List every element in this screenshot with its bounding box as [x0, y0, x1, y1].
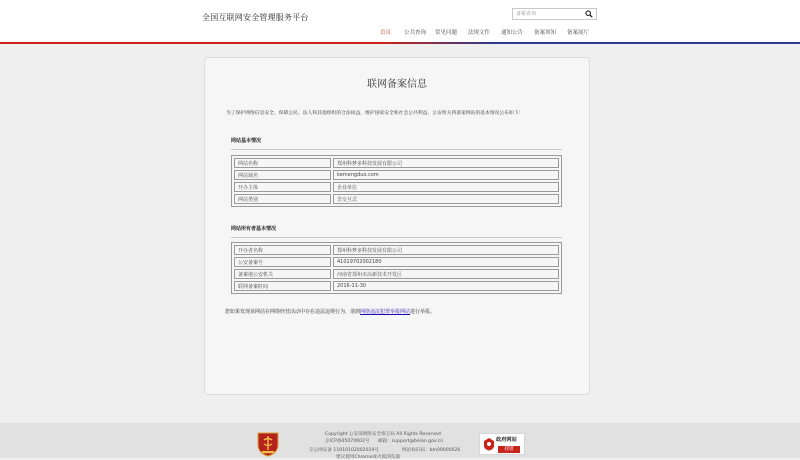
table-key: 备案地公安机关: [234, 269, 331, 279]
gov-badge-title: 政府网站: [496, 437, 517, 443]
site-title[interactable]: 全国互联网安全管理服务平台: [202, 13, 309, 22]
site-section-heading: 网站基本情况: [231, 138, 262, 144]
record-panel: [204, 57, 590, 395]
report-link[interactable]: 网络违法犯罪举报网站: [360, 309, 411, 315]
search-box: [512, 8, 597, 20]
table-value: 2016-11-30: [333, 281, 559, 291]
footer-icp[interactable]: 京ICP备05070602号: [325, 439, 370, 444]
nav-filing-guide[interactable]: 备案须知: [534, 30, 557, 36]
owner-info-table: [231, 242, 562, 294]
table-row: [234, 245, 559, 255]
table-row: [234, 182, 559, 192]
gov-emblem-icon: [483, 437, 495, 451]
gov-badge-action: 找错: [498, 446, 520, 453]
table-row: [234, 281, 559, 291]
gov-error-report-badge[interactable]: [479, 433, 525, 455]
nav-color-bar: [0, 42, 800, 44]
nav-home[interactable]: 首页: [380, 30, 392, 36]
nav-notices[interactable]: 通知公告: [501, 30, 524, 36]
table-value: 郑州科梦多科技发展有限公司: [333, 158, 559, 168]
table-row: [234, 158, 559, 168]
site-info-table: [231, 155, 562, 207]
nav-regulations[interactable]: 法规文件: [468, 30, 491, 36]
search-input[interactable]: [513, 9, 586, 19]
table-key: 公安备案号: [234, 257, 331, 267]
footer-browser-tip: 建议使用Chrome或火狐浏览器: [336, 455, 400, 460]
table-value: 河南省郑州市高新技术开发区: [333, 269, 559, 279]
table-key: 网站域名: [234, 170, 331, 180]
table-value: 41019702002180: [333, 257, 559, 267]
nav-public-query[interactable]: 公共查询: [404, 30, 427, 36]
notice-prefix: 您如果发现该网站在网络经营活动中存在违法违规行为，请到: [225, 309, 361, 315]
footer: [0, 423, 800, 458]
nav-filing-gallery[interactable]: 备案展厅: [567, 30, 590, 36]
table-value: 非交互式: [333, 194, 559, 204]
table-row: [234, 269, 559, 279]
nav-faq[interactable]: 常见问题: [435, 30, 458, 36]
owner-section-heading: 网站所有者基本情况: [231, 226, 277, 232]
footer-email[interactable]: 邮箱：support@beian.gov.cn: [378, 439, 444, 444]
table-value: 郑州科梦多科技发展有限公司: [333, 245, 559, 255]
page-title: 联网备案信息: [367, 79, 427, 90]
table-row: [234, 257, 559, 267]
footer-site-code: 网站标识码：bm09000026: [402, 448, 461, 453]
footer-copyright: Copyright 公安部网络安全保卫局 All Rights Reserved: [325, 432, 441, 437]
table-key: 网站名称: [234, 158, 331, 168]
divider: [231, 149, 562, 150]
table-key: 联网备案时间: [234, 281, 331, 291]
table-value: kemengduo.com: [333, 170, 559, 180]
footer-police-record[interactable]: 京公网安备 11010102002019号: [309, 448, 379, 453]
search-icon[interactable]: [585, 10, 593, 18]
police-emblem-icon: [256, 431, 280, 457]
notice-suffix: 进行举报。: [410, 309, 436, 315]
table-key: 开办者名称: [234, 245, 331, 255]
report-notice: [225, 308, 435, 315]
table-row: [234, 194, 559, 204]
table-value: 企业单位: [333, 182, 559, 192]
header: [0, 0, 800, 42]
intro-text: 为了保护网络信息安全、保障公民、法人和其他组织的合法权益，维护国家安全和社会公共利益，公安机关将备案网站的基本情况公布如下：: [226, 111, 524, 116]
table-row: [234, 170, 559, 180]
table-key: 网站类别: [234, 194, 331, 204]
table-key: 开办主体: [234, 182, 331, 192]
divider: [231, 237, 562, 238]
